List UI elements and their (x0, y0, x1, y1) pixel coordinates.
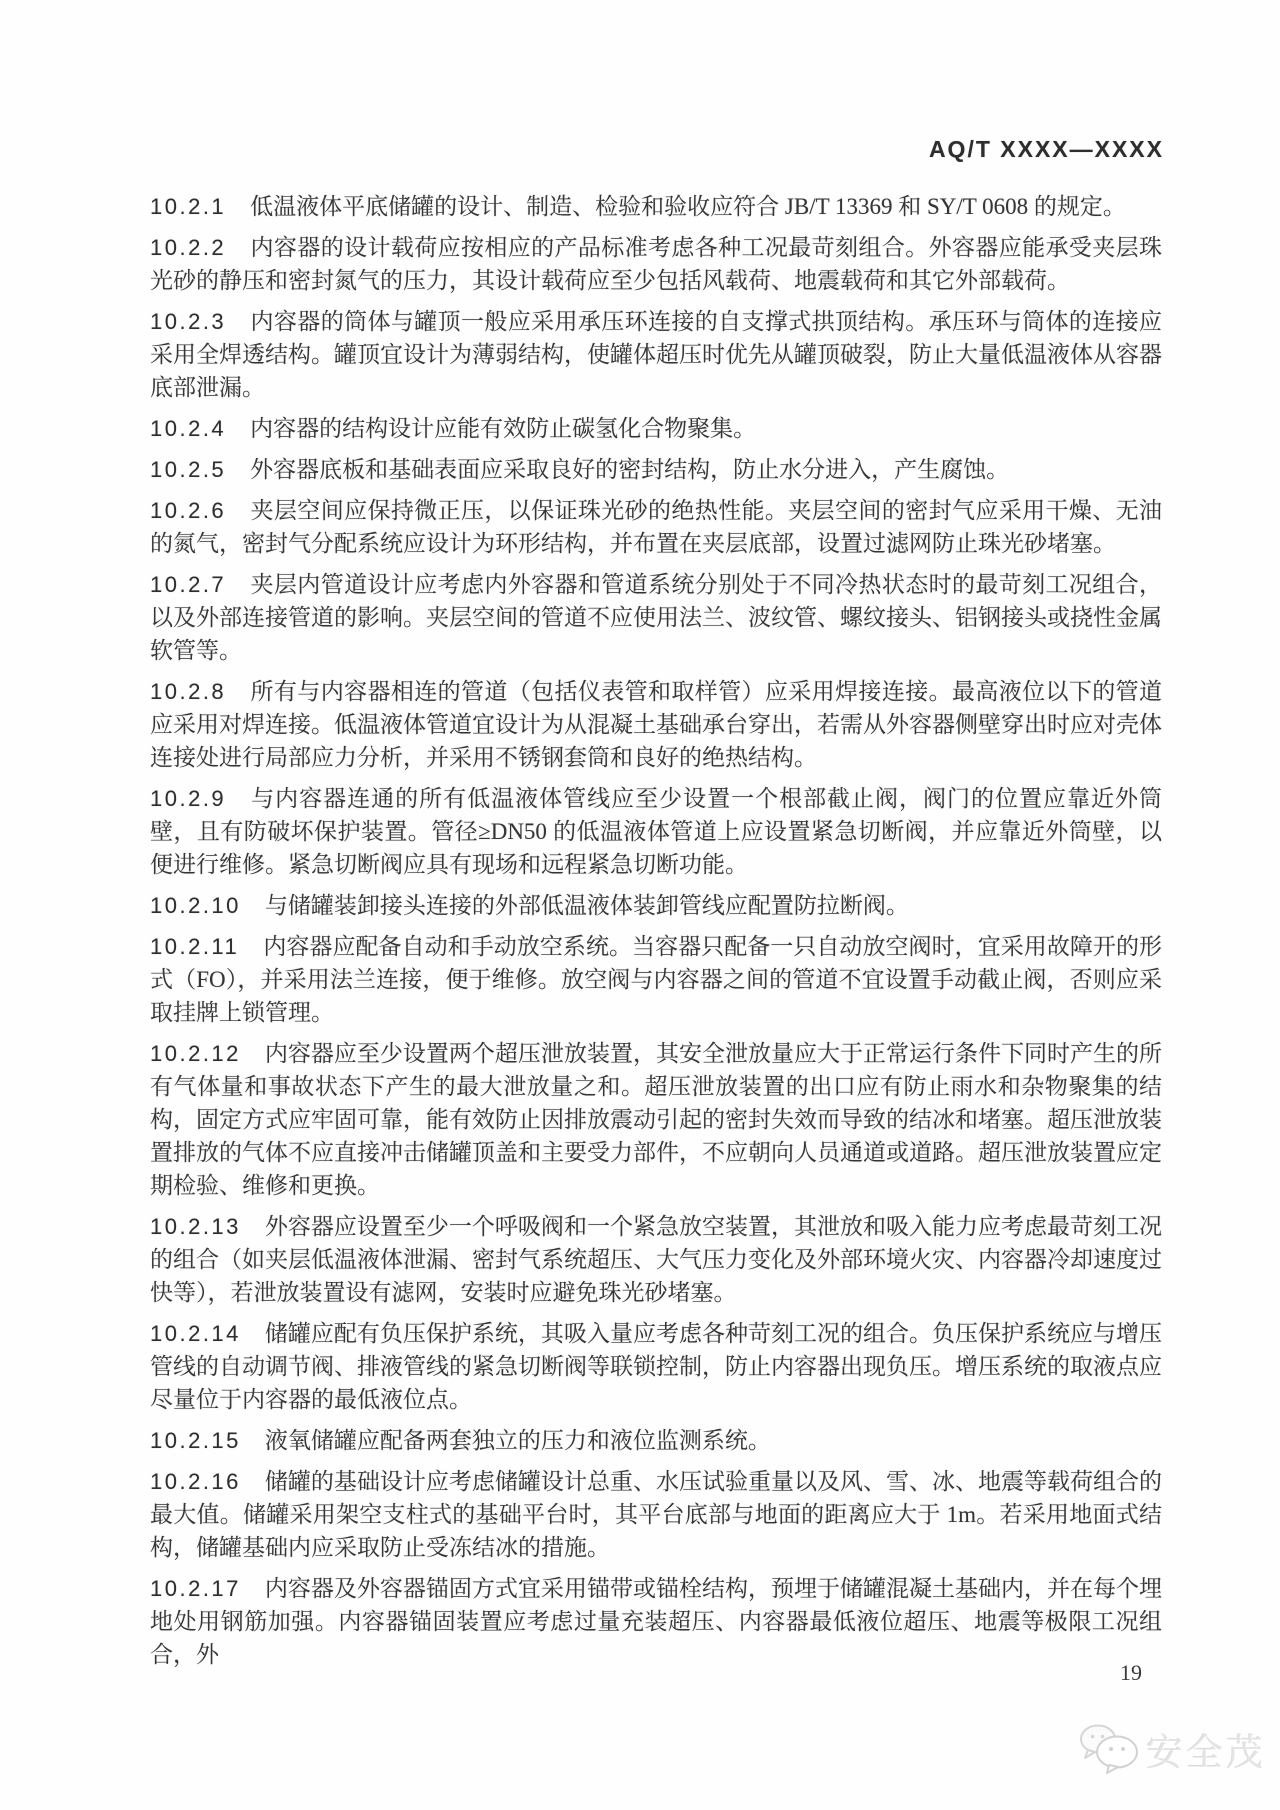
clause-number: 10.2.17 (150, 1576, 241, 1601)
clause-10.2.7 (150, 568, 1162, 667)
clause-number: 10.2.1 (150, 194, 227, 219)
clause-text: 与内容器连通的所有低温液体管线应至少设置一个根部截止阀，阀门的位置应靠近外筒壁，且有防破坏保护装置。管径≥DN50 的低温液体管道上应设置紧急切断阀，并应靠近外筒壁，以便进行维修。紧急切断阀应具有现场和远程紧急切断功能。 (150, 786, 1162, 877)
clause-10.2.12 (150, 1037, 1162, 1202)
clause-text: 内容器的结构设计应能有效防止碳氢化合物聚集。 (250, 416, 757, 441)
clause-10.2.8 (150, 675, 1162, 774)
page-number: 19 (1120, 1660, 1142, 1685)
clause-10.2.16 (150, 1465, 1162, 1564)
clause-text: 液氧储罐应配备两套独立的压力和液位监测系统。 (264, 1428, 771, 1453)
clause-text: 内容器应至少设置两个超压泄放装置，其安全泄放量应大于正常运行条件下同时产生的所有气体量和事故状态下产生的最大泄放量之和。超压泄放装置的出口应有防止雨水和杂物聚集的结构，固定方式应牢固可靠，能有效防止因排放震动引起的密封失效而导致的结冰和堵塞。超压泄放装置排放的气体不应直接冲击储罐顶盖和主要受力部件，不应朝向人员通道或道路。超压泄放装置应定期检验、维修和更换。 (150, 1041, 1162, 1198)
clause-10.2.1 (150, 190, 1162, 223)
clause-text: 内容器的设计载荷应按相应的产品标准考虑各种工况最苛刻组合。外容器应能承受夹层珠光砂的静压和密封氮气的压力，其设计载荷应至少包括风载荷、地震载荷和其它外部载荷。 (150, 235, 1162, 293)
clause-text: 外容器应设置至少一个呼吸阀和一个紧急放空装置，其泄放和吸入能力应考虑最苛刻工况的组合（如夹层低温液体泄漏、密封气系统超压、大气压力变化及外部环境火灾、内容器冷却速度过快等），若泄放装置设有滤网，安装时应避免珠光砂堵塞。 (150, 1214, 1162, 1305)
clause-10.2.10 (150, 889, 1162, 922)
clause-number: 10.2.8 (150, 679, 227, 704)
clause-10.2.9 (150, 782, 1162, 881)
clause-number: 10.2.6 (150, 498, 227, 523)
clause-number: 10.2.15 (150, 1428, 241, 1453)
clause-number: 10.2.7 (150, 572, 227, 597)
clause-number: 10.2.10 (150, 893, 241, 918)
clause-text: 内容器应配备自动和手动放空系统。当容器只配备一只自动放空阀时，宜采用故障开的形式（FO），并采用法兰连接，便于维修。放空阀与内容器之间的管道不宜设置手动截止阀，否则应采取挂牌上锁管理。 (150, 934, 1162, 1025)
clause-text: 与储罐装卸接头连接的外部低温液体装卸管线应配置防拉断阀。 (264, 893, 909, 918)
clause-10.2.2 (150, 231, 1162, 297)
clause-10.2.17 (150, 1572, 1162, 1671)
clause-text: 所有与内容器相连的管道（包括仪表管和取样管）应采用焊接连接。最高液位以下的管道应采用对焊连接。低温液体管道宜设计为从混凝土基础承台穿出，若需从外容器侧壁穿出时应对壳体连接处进行局部应力分析，并采用不锈钢套筒和良好的绝热结构。 (150, 679, 1162, 770)
clause-10.2.14 (150, 1317, 1162, 1416)
clause-text: 储罐应配有负压保护系统，其吸入量应考虑各种苛刻工况的组合。负压保护系统应与增压管线的自动调节阀、排液管线的紧急切断阀等联锁控制，防止内容器出现负压。增压系统的取液点应尽量位于内容器的最低液位点。 (150, 1321, 1162, 1412)
clause-10.2.6 (150, 494, 1162, 560)
clause-number: 10.2.12 (150, 1041, 241, 1066)
clause-text: 夹层内管道设计应考虑内外容器和管道系统分别处于不同冷热状态时的最苛刻工况组合，以及外部连接管道的影响。夹层空间的管道不应使用法兰、波纹管、螺纹接头、铝钢接头或挠性金属软管等。 (150, 572, 1162, 663)
clause-text: 储罐的基础设计应考虑储罐设计总重、水压试验重量以及风、雪、冰、地震等载荷组合的最大值。储罐采用架空支柱式的基础平台时，其平台底部与地面的距离应大于 1m。若采用地面式结构，储罐基础内应采取防止受冻结冰的措施。 (150, 1469, 1162, 1560)
clause-text: 低温液体平底储罐的设计、制造、检验和验收应符合 JB/T 13369 和 SY/T 0608 的规定。 (250, 194, 1126, 219)
clause-number: 10.2.9 (150, 786, 227, 811)
clause-list (150, 190, 1162, 1679)
clause-number: 10.2.14 (150, 1321, 241, 1346)
clause-10.2.11 (150, 930, 1162, 1029)
clause-number: 10.2.16 (150, 1469, 241, 1494)
clause-text: 外容器底板和基础表面应采取良好的密封结构，防止水分进入，产生腐蚀。 (250, 457, 1010, 482)
clause-number: 10.2.4 (150, 416, 227, 441)
clause-number: 10.2.5 (150, 457, 227, 482)
wechat-bubbles-icon (1078, 1723, 1140, 1775)
clause-10.2.4 (150, 412, 1162, 445)
clause-10.2.5 (150, 453, 1162, 486)
clause-number: 10.2.11 (150, 934, 240, 959)
clause-10.2.3 (150, 305, 1162, 404)
clause-10.2.15 (150, 1424, 1162, 1457)
clause-10.2.13 (150, 1210, 1162, 1309)
watermark (1078, 1722, 1266, 1776)
watermark-text: 安全茂 (1146, 1732, 1266, 1773)
clause-number: 10.2.2 (150, 235, 227, 260)
clause-number: 10.2.3 (150, 309, 227, 334)
standard-code-header: AQ/T XXXX—XXXX (928, 136, 1164, 162)
clause-text: 内容器的筒体与罐顶一般应采用承压环连接的自支撑式拱顶结构。承压环与筒体的连接应采用全焊透结构。罐顶宜设计为薄弱结构，使罐体超压时优先从罐顶破裂，防止大量低温液体从容器底部泄漏。 (150, 309, 1162, 400)
clause-text: 内容器及外容器锚固方式宜采用锚带或锚栓结构，预埋于储罐混凝土基础内，并在每个埋地处用钢筋加强。内容器锚固装置应考虑过量充装超压、内容器最低液位超压、地震等极限工况组合，外 (150, 1576, 1162, 1667)
clause-number: 10.2.13 (150, 1214, 241, 1239)
clause-text: 夹层空间应保持微正压，以保证珠光砂的绝热性能。夹层空间的密封气应采用干燥、无油的氮气，密封气分配系统应设计为环形结构，并布置在夹层底部，设置过滤网防止珠光砂堵塞。 (150, 498, 1162, 556)
